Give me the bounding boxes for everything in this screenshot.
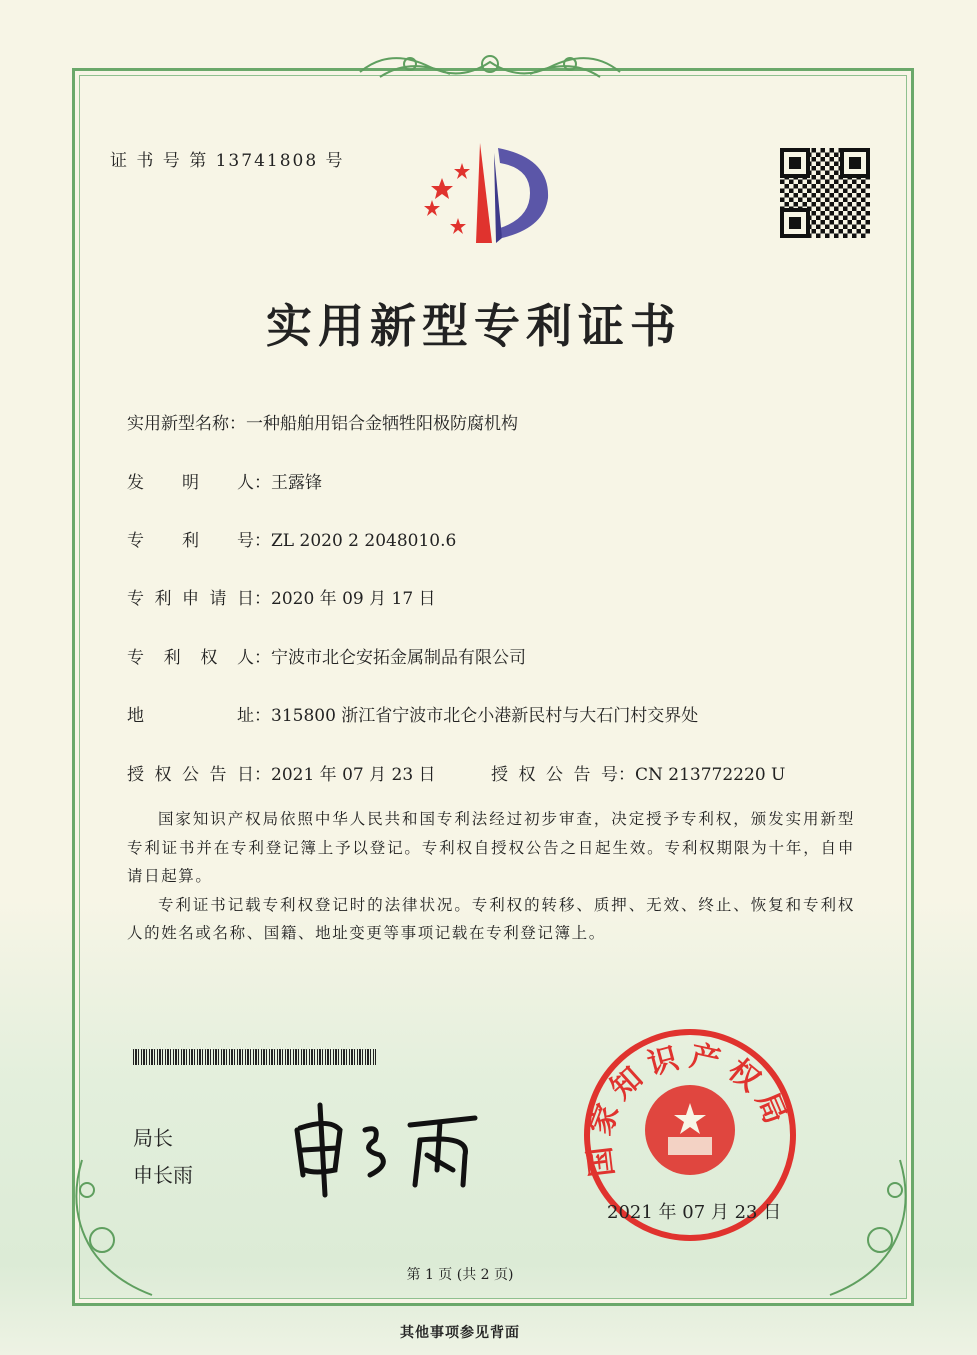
field-value: 一种船舶用铝合金牺牲阳极防腐机构: [246, 414, 518, 434]
bottom-right-ornament-icon: [810, 1150, 920, 1310]
qr-code: [780, 148, 870, 238]
cnipa-logo-icon: [420, 138, 570, 248]
field-utility-model-name: 实用新型名称：一种船舶用铝合金牺牲阳极防腐机构: [127, 414, 518, 434]
field-value: 王露锋: [271, 473, 322, 493]
field-address: 地址：315800 浙江省宁波市北仑小港新民村与大石门村交界处: [127, 706, 699, 726]
back-note: 其他事项参见背面: [400, 1325, 520, 1341]
field-patentee: 专利权人：宁波市北仑安拓金属制品有限公司: [127, 648, 526, 668]
field-announcement-number: 授权公告号：CN 213772220 U: [491, 765, 786, 785]
field-application-date: 专利申请日：2020 年 09 月 17 日: [127, 589, 436, 609]
top-ornament-icon: [350, 42, 630, 92]
barcode: [133, 1049, 376, 1065]
certificate-number: 证 书 号 第 13741808 号: [110, 151, 345, 171]
director-name: 申长雨: [133, 1163, 193, 1187]
field-value: 宁波市北仑安拓金属制品有限公司: [271, 648, 526, 668]
field-grant-date: 授权公告日：2021 年 07 月 23 日: [127, 765, 436, 785]
field-patent-number: 专利号：ZL 2020 2 2048010.6: [127, 531, 457, 551]
statement-paragraph: 国家知识产权局依照中华人民共和国专利法经过初步审查，决定授予专利权，颁发实用新型专利证书并在专利登记簿上予以登记。专利权自授权公告之日起生效。专利权期限为十年，自申请日起算。: [127, 810, 855, 885]
certificate-statement: [127, 805, 855, 948]
director-signature: [285, 1100, 495, 1200]
field-value: 2021 年 07 月 23 日: [271, 765, 436, 785]
field-inventor: 发明人：王露锋: [127, 473, 322, 493]
statement-paragraph: 专利证书记载专利权登记时的法律状况。专利权的转移、质押、无效、终止、恢复和专利权人的姓名或名称、国籍、地址变更等事项记载在专利登记簿上。: [127, 895, 855, 942]
page-title: 实用新型专利证书: [266, 299, 682, 353]
director-title: 局长: [133, 1126, 173, 1150]
field-value: ZL 2020 2 2048010.6: [271, 531, 457, 551]
svg-text:国家知识产权局: 国家知识产权局: [581, 1038, 796, 1179]
page-info: 第 1 页 (共 2 页): [406, 1267, 514, 1283]
field-value: 315800 浙江省宁波市北仑小港新民村与大石门村交界处: [271, 706, 699, 726]
field-value: CN 213772220 U: [635, 765, 786, 785]
field-value: 2020 年 09 月 17 日: [271, 589, 436, 609]
seal-date: 2021 年 07 月 23 日: [607, 1202, 782, 1223]
